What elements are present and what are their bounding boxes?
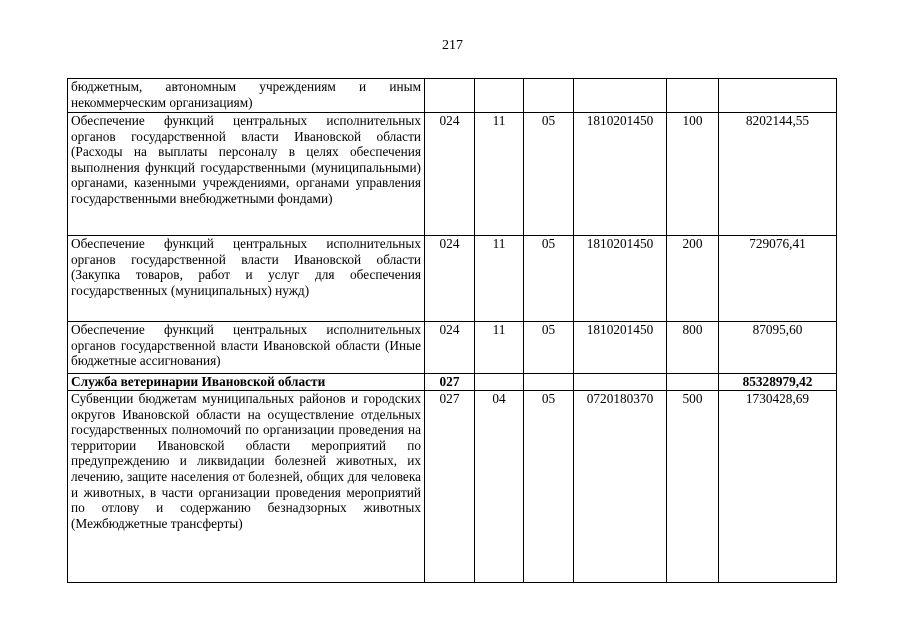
table-row-section-header bbox=[68, 374, 837, 391]
table-row bbox=[68, 391, 837, 583]
page-number: 217 bbox=[442, 38, 463, 53]
amount: 1730428,69 bbox=[719, 391, 837, 583]
target-code: 0720180370 bbox=[574, 391, 667, 583]
expense-type-code bbox=[667, 374, 719, 391]
ministry-code bbox=[425, 79, 475, 113]
expense-type-code: 100 bbox=[667, 113, 719, 236]
row-description: Обеспечение функций центральных исполнительных органов государственной власти Ивановской области (Иные бюджетные ассигнования) bbox=[68, 322, 425, 374]
target-code bbox=[574, 374, 667, 391]
expense-type-code bbox=[667, 79, 719, 113]
ministry-code: 024 bbox=[425, 322, 475, 374]
amount bbox=[719, 79, 837, 113]
subsection-code: 05 bbox=[524, 322, 574, 374]
subsection-code: 05 bbox=[524, 236, 574, 322]
subsection-code: 05 bbox=[524, 113, 574, 236]
expense-type-code: 500 bbox=[667, 391, 719, 583]
amount: 729076,41 bbox=[719, 236, 837, 322]
row-description: бюджетным, автономным учреждениям и иным некоммерческим организациям) bbox=[68, 79, 425, 113]
section-code bbox=[475, 79, 524, 113]
row-description: Обеспечение функций центральных исполнительных органов государственной власти Ивановской области (Закупка товаров, работ и услуг для обеспечения государственных (муниципальных) нужд) bbox=[68, 236, 425, 322]
amount: 87095,60 bbox=[719, 322, 837, 374]
subsection-code: 05 bbox=[524, 391, 574, 583]
section-code: 11 bbox=[475, 236, 524, 322]
ministry-code: 024 bbox=[425, 113, 475, 236]
section-code: 11 bbox=[475, 113, 524, 236]
amount: 85328979,42 bbox=[719, 374, 837, 391]
table-row bbox=[68, 79, 837, 113]
row-description: Обеспечение функций центральных исполнительных органов государственной власти Ивановской области (Расходы на выплаты персоналу в целях обеспечения выполнения функций государственными (муниципальными) органами, казенными учреждениями, органами управления государственными внебюджетными фондами) bbox=[68, 113, 425, 236]
section-code: 04 bbox=[475, 391, 524, 583]
section-code: 11 bbox=[475, 322, 524, 374]
subsection-code bbox=[524, 374, 574, 391]
expense-type-code: 800 bbox=[667, 322, 719, 374]
subsection-code bbox=[524, 79, 574, 113]
row-description: Служба ветеринарии Ивановской области bbox=[68, 374, 425, 391]
ministry-code: 027 bbox=[425, 374, 475, 391]
table-row bbox=[68, 322, 837, 374]
section-code bbox=[475, 374, 524, 391]
budget-table bbox=[67, 78, 837, 583]
table-row bbox=[68, 113, 837, 236]
expense-type-code: 200 bbox=[667, 236, 719, 322]
target-code: 1810201450 bbox=[574, 322, 667, 374]
row-description: Субвенции бюджетам муниципальных районов и городских округов Ивановской области на осуществление отдельных государственных полномочий по организации проведения на территории Ивановской области мероприятий по предупреждению и ликвидации болезней животных, их лечению, защите населения от болезней, общих для человека и животных, в части организации проведения мероприятий по отлову и содержанию безнадзорных животных (Межбюджетные трансферты) bbox=[68, 391, 425, 583]
ministry-code: 027 bbox=[425, 391, 475, 583]
target-code: 1810201450 bbox=[574, 113, 667, 236]
amount: 8202144,55 bbox=[719, 113, 837, 236]
ministry-code: 024 bbox=[425, 236, 475, 322]
table-row bbox=[68, 236, 837, 322]
target-code bbox=[574, 79, 667, 113]
target-code: 1810201450 bbox=[574, 236, 667, 322]
